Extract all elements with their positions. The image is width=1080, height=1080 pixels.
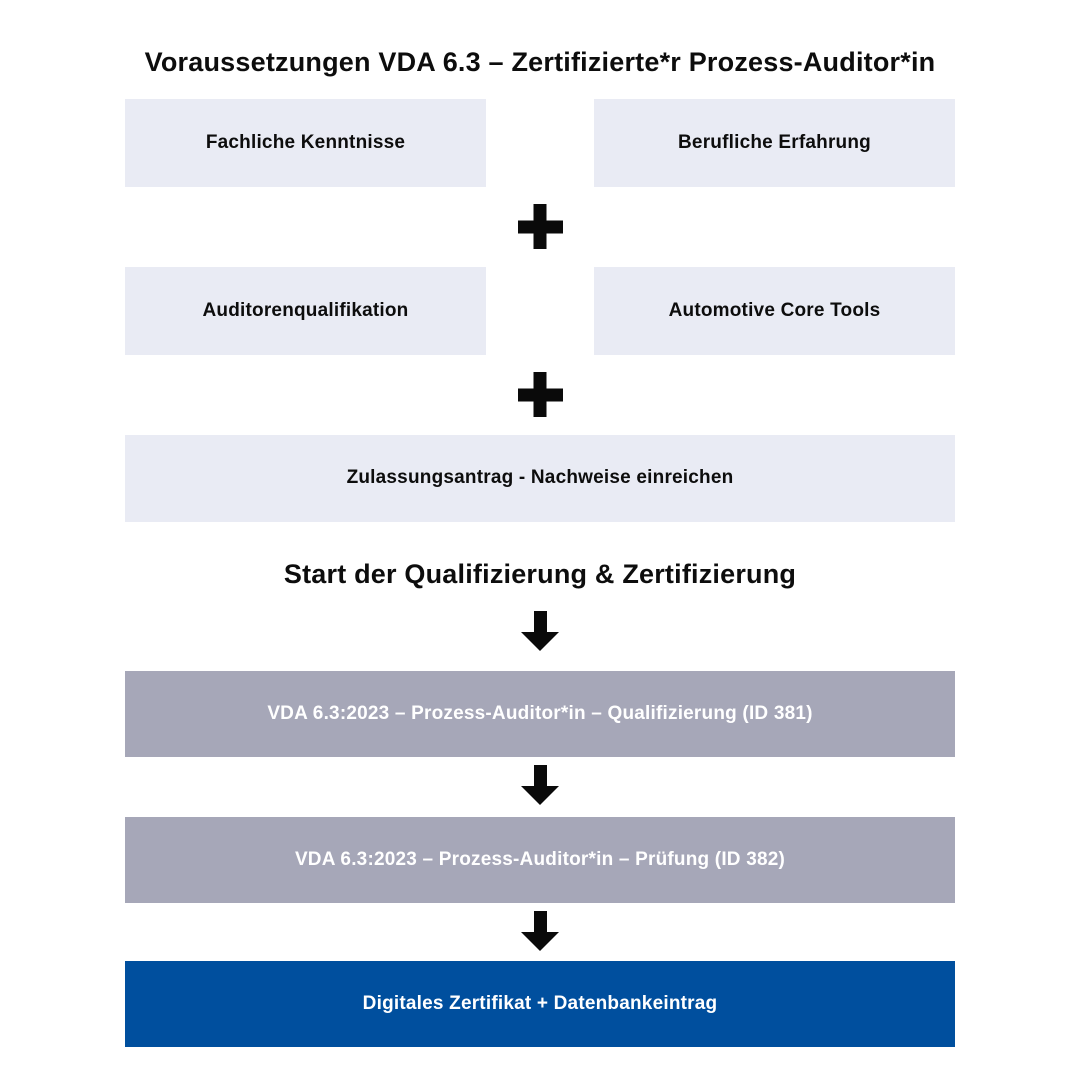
prerequisites-row-1 <box>125 99 955 187</box>
arrow-down-icon <box>521 765 559 805</box>
plus-separator-2 <box>125 355 955 435</box>
certification-flowchart <box>125 48 955 1047</box>
flow-arrow-2 <box>125 765 955 805</box>
plus-icon <box>518 204 563 249</box>
arrow-down-icon <box>521 611 559 651</box>
arrow-down-icon <box>521 911 559 951</box>
step-pruefung: VDA 6.3:2023 – Prozess-Auditor*in – Prüfung (ID 382) <box>125 817 955 903</box>
section-subtitle: Start der Qualifizierung & Zertifizierung <box>283 558 797 589</box>
plus-separator-1 <box>125 187 955 267</box>
page-title: Voraussetzungen VDA 6.3 – Zertifizierte*r Prozess-Auditor*in <box>144 47 936 77</box>
flow-arrow-1 <box>125 611 955 651</box>
box-fachliche-kenntnisse: Fachliche Kenntnisse <box>125 99 486 187</box>
plus-icon <box>518 372 563 417</box>
prerequisites-row-2 <box>125 267 955 355</box>
flow-arrow-3 <box>125 911 955 951</box>
box-auditorenqualifikation: Auditorenqualifikation <box>125 267 486 355</box>
box-zulassungsantrag: Zulassungsantrag - Nachweise einreichen <box>125 435 955 522</box>
box-automotive-core-tools: Automotive Core Tools <box>594 267 955 355</box>
box-berufliche-erfahrung: Berufliche Erfahrung <box>594 99 955 187</box>
step-zertifikat: Digitales Zertifikat + Datenbankeintrag <box>125 961 955 1047</box>
step-qualifizierung: VDA 6.3:2023 – Prozess-Auditor*in – Qualifizierung (ID 381) <box>125 671 955 757</box>
